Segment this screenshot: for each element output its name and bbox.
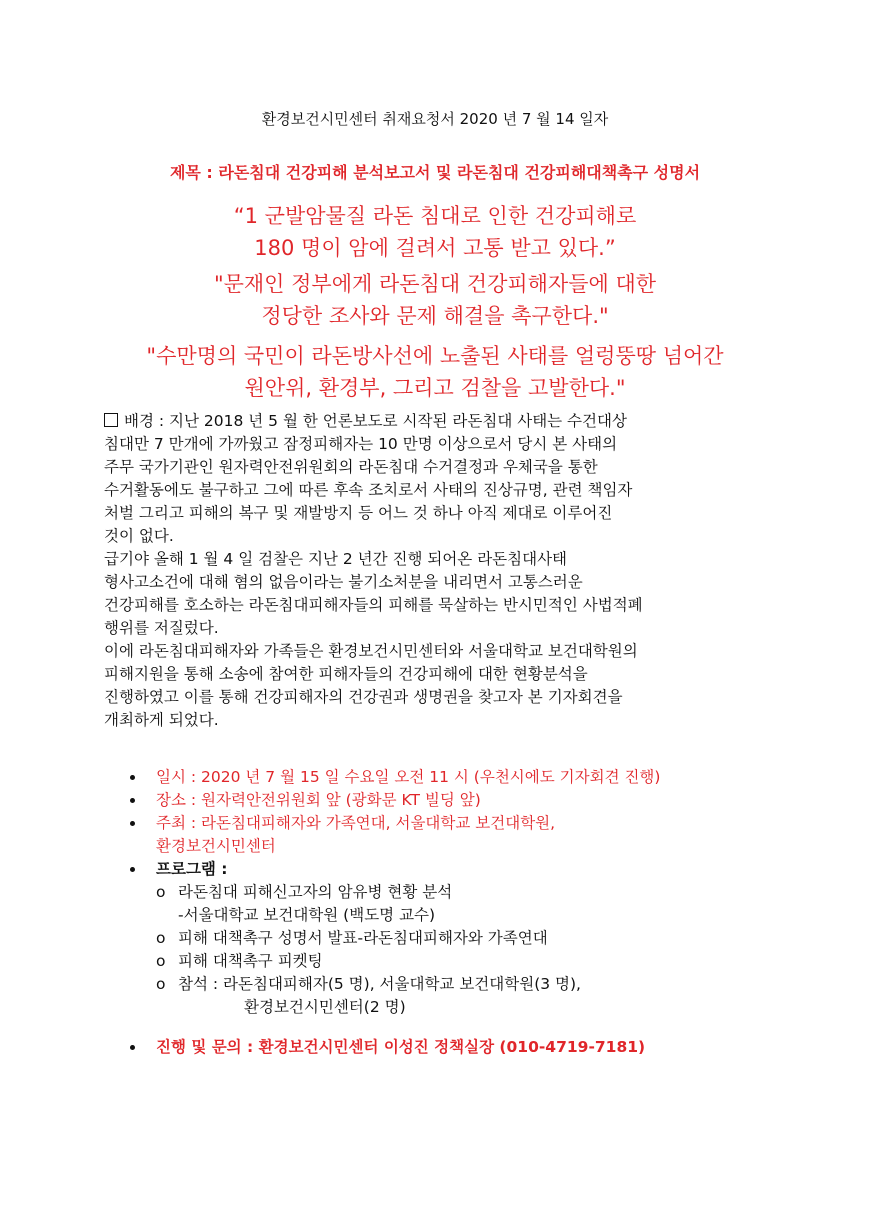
- headline-2-line-2: 정당한 조사와 문제 해결을 촉구한다.": [261, 304, 609, 328]
- headline-3-line-2: 원안위, 환경부, 그리고 검찰을 고발한다.": [244, 376, 626, 400]
- headline-1-line-1: “1 군발암물질 라돈 침대로 인한 건강피해로: [233, 204, 637, 228]
- body-line: 형사고소건에 대해 혐의 없음이라는 불기소처분을 내리면서 고통스러운: [104, 573, 583, 591]
- contact-section: [104, 1036, 824, 1059]
- document-title: 제목 : 라돈침대 건강피해 분석보고서 및 라돈침대 건강피해대책촉구 성명서: [169, 163, 701, 182]
- headline-3-line-1: "수만명의 국민이 라돈방사선에 노출된 사태를 얼렁뚱땅 넘어간: [146, 344, 724, 368]
- program-item: o 라돈침대 피해신고자의 암유병 현황 분석: [104, 881, 804, 904]
- headline-3: [0, 340, 870, 404]
- body-line: 개최하게 되었다.: [104, 711, 219, 729]
- sub-bullet-icon: o: [156, 952, 166, 970]
- background-section: [104, 410, 764, 732]
- bullet-icon: [130, 867, 135, 872]
- bullet-icon: [130, 798, 135, 803]
- body-line: 주무 국가기관인 원자력안전위원회의 라돈침대 수거결정과 우체국을 통한: [104, 458, 598, 476]
- body-line: 것이 없다.: [104, 527, 174, 545]
- list-item-host-continued: 환경보건시민센터: [156, 837, 276, 855]
- list-item-host: 주최 : 라돈침대피해자와 가족연대, 서울대학교 보건대학원,: [104, 812, 804, 835]
- headline-2-line-1: "문재인 정부에게 라돈침대 건강피해자들에 대한: [213, 272, 657, 296]
- headline-1: [0, 200, 870, 264]
- sub-bullet-icon: o: [156, 975, 166, 993]
- checkbox-square-icon: [104, 413, 118, 427]
- list-item-program: 프로그램 :: [104, 858, 804, 881]
- body-line: 침대만 7 만개에 가까웠고 잠정피해자는 10 만명 이상으로서 당시 본 사태의: [104, 435, 618, 453]
- document-header: 환경보건시민센터 취재요청서 2020 년 7 월 14 일자: [261, 110, 609, 128]
- body-line: 행위를 저질렀다.: [104, 619, 219, 637]
- program-item: o 피해 대책촉구 성명서 발표-라돈침대피해자와 가족연대: [104, 927, 804, 950]
- body-line: 건강피해를 호소하는 라돈침대피해자들의 피해를 묵살하는 반시민적인 사법적폐: [104, 596, 643, 614]
- program-item-continued: 환경보건시민센터(2 명): [244, 998, 406, 1016]
- list-item-place: 장소 : 원자력안전위원회 앞 (광화문 KT 빌딩 앞): [104, 789, 804, 812]
- headline-1-line-2: 180 명이 암에 걸려서 고통 받고 있다.”: [254, 236, 616, 260]
- program-item-continued: -서울대학교 보건대학원 (백도명 교수): [178, 906, 436, 924]
- list-item-contact: 진행 및 문의 : 환경보건시민센터 이성진 정책실장 (010-4719-7181): [104, 1036, 824, 1059]
- sub-bullet-icon: o: [156, 929, 166, 947]
- program-item: o 피해 대책촉구 피켓팅: [104, 950, 804, 973]
- list-item-date: 일시 : 2020 년 7 월 15 일 수요일 오전 11 시 (우천시에도 기자회견 진행): [104, 766, 804, 789]
- body-line: 급기야 올해 1 월 4 일 검찰은 지난 2 년간 진행 되어온 라돈침대사태: [104, 550, 568, 568]
- body-line: 이에 라돈침대피해자와 가족들은 환경보건시민센터와 서울대학교 보건대학원의: [104, 642, 638, 660]
- bullet-icon: [130, 775, 135, 780]
- body-line: 처벌 그리고 피해의 복구 및 재발방지 등 어느 것 하나 아직 제대로 이루어진: [104, 504, 613, 522]
- sub-bullet-icon: o: [156, 883, 166, 901]
- program-item: o 참석 : 라돈침대피해자(5 명), 서울대학교 보건대학원(3 명),: [104, 973, 804, 996]
- body-line: 배경 : 지난 2018 년 5 월 한 언론보도로 시작된 라돈침대 사태는 수건대상: [104, 410, 764, 433]
- headline-2: [0, 268, 870, 332]
- event-details-list: [104, 766, 804, 1019]
- bullet-icon: [130, 821, 135, 826]
- body-line: 피해지원을 통해 소송에 참여한 피해자들의 건강피해에 대한 현황분석을: [104, 665, 588, 683]
- body-line: 진행하였고 이를 통해 건강피해자의 건강권과 생명권을 찾고자 본 기자회견을: [104, 688, 623, 706]
- body-line: 수거활동에도 불구하고 그에 따른 후속 조치로서 사태의 진상규명, 관련 책임자: [104, 481, 633, 499]
- bullet-icon: [130, 1045, 135, 1050]
